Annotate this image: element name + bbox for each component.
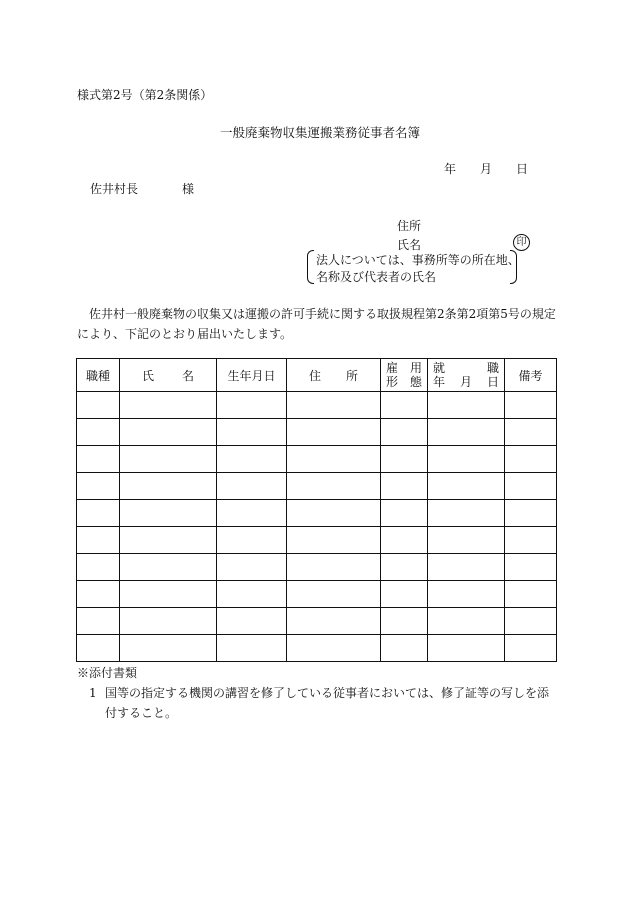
addressee-name: 佐井村長 (90, 182, 139, 196)
table-cell (381, 608, 428, 635)
table-cell (428, 635, 505, 662)
table-cell (381, 554, 428, 581)
header-hire-a2: 職 (486, 361, 499, 375)
table-cell (428, 500, 505, 527)
table-cell (120, 392, 217, 419)
table-cell (287, 635, 381, 662)
header-employment-a1: 雇 (386, 361, 399, 375)
table-cell (77, 446, 120, 473)
header-name-b: 名 (181, 368, 194, 383)
table-cell (428, 392, 505, 419)
table-cell (505, 554, 557, 581)
staff-table (76, 358, 557, 662)
table-cell (77, 554, 120, 581)
attachment-item (89, 683, 554, 723)
table-cell (428, 473, 505, 500)
table-cell (120, 527, 217, 554)
table-cell (120, 500, 217, 527)
table-cell (120, 446, 217, 473)
corporate-note (307, 250, 520, 284)
table-cell (77, 419, 120, 446)
header-address-b: 所 (345, 368, 358, 383)
table-cell (287, 392, 381, 419)
table-row (77, 392, 557, 419)
table-cell (381, 500, 428, 527)
table-cell (217, 581, 287, 608)
header-employment-b2: 態 (409, 375, 422, 389)
addressee-suffix: 様 (182, 182, 195, 196)
table-body (77, 392, 557, 662)
table-row (77, 581, 557, 608)
table-cell (217, 527, 287, 554)
date-year: 年 (444, 162, 457, 176)
table-cell (217, 473, 287, 500)
table-cell (77, 500, 120, 527)
table-cell (428, 554, 505, 581)
header-address-a: 住 (309, 368, 322, 383)
table-cell (505, 419, 557, 446)
table-cell (505, 392, 557, 419)
table-cell (77, 608, 120, 635)
applicant-address-label: 住所 (397, 219, 422, 233)
seal-icon: 印 (513, 234, 530, 251)
table-cell (287, 446, 381, 473)
table-header-row (77, 359, 557, 392)
table-cell (287, 527, 381, 554)
table-row (77, 527, 557, 554)
form-number: 様式第2号（第2条関係） (77, 88, 213, 102)
table-cell (120, 635, 217, 662)
left-bracket (307, 250, 314, 284)
table-cell (381, 419, 428, 446)
table-cell (428, 419, 505, 446)
table-cell (217, 608, 287, 635)
table-cell (505, 608, 557, 635)
corporate-note-line2: 名称及び代表者の氏名 (316, 270, 437, 284)
table-cell (287, 581, 381, 608)
date-day: 日 (516, 162, 529, 176)
table-cell (381, 446, 428, 473)
table-cell (77, 392, 120, 419)
table-cell (505, 635, 557, 662)
header-hire-b1: 年 (433, 375, 446, 389)
table-cell (77, 635, 120, 662)
table-cell (505, 446, 557, 473)
date-month: 月 (480, 162, 493, 176)
table-row (77, 473, 557, 500)
header-name-a: 氏 (142, 368, 155, 383)
attachment-number: 1 (89, 686, 97, 700)
table-row (77, 446, 557, 473)
body-text: 佐井村一般廃棄物の収集又は運搬の許可手続に関する取扱規程第2条第2項第5号の規定により、下記のとおり届出いたします。 (77, 307, 556, 341)
corporate-note-line1: 法人については、事務所等の所在地、 (316, 253, 520, 267)
table-cell (381, 635, 428, 662)
header-employment-type (381, 359, 428, 392)
table-cell (217, 554, 287, 581)
table-cell (120, 581, 217, 608)
header-employment-a2: 用 (409, 361, 422, 375)
table-cell (120, 419, 217, 446)
table-cell (120, 473, 217, 500)
header-employment-b1: 形 (386, 375, 399, 389)
table-cell (77, 527, 120, 554)
header-address (287, 359, 381, 392)
table-cell (287, 608, 381, 635)
table-cell (77, 473, 120, 500)
header-hire-b2: 月 (459, 375, 472, 389)
header-hire-date (428, 359, 505, 392)
table-cell (428, 446, 505, 473)
attachments-title: ※添付書類 (77, 666, 138, 680)
table-cell (287, 473, 381, 500)
document-title: 一般廃棄物収集運搬業務従事者名簿 (220, 125, 421, 140)
table-cell (217, 500, 287, 527)
attachment-text: 国等の指定する機関の講習を修了している従事者においては、修了証等の写しを添付すること。 (105, 686, 550, 720)
table-row (77, 419, 557, 446)
table-cell (428, 527, 505, 554)
table-cell (287, 554, 381, 581)
table-cell (217, 419, 287, 446)
table-cell (287, 419, 381, 446)
table-row (77, 500, 557, 527)
applicant-name-label: 氏名 (397, 238, 422, 252)
header-position: 職種 (77, 359, 120, 392)
table-cell (428, 608, 505, 635)
table-cell (505, 473, 557, 500)
right-bracket (510, 250, 517, 284)
header-hire-b3: 日 (486, 375, 499, 389)
header-dob: 生年月日 (217, 359, 287, 392)
table-cell (381, 581, 428, 608)
table-cell (505, 581, 557, 608)
table-row (77, 608, 557, 635)
table-cell (120, 608, 217, 635)
table-cell (428, 581, 505, 608)
header-hire-a1: 就 (433, 361, 446, 375)
table-cell (217, 392, 287, 419)
table-cell (381, 473, 428, 500)
header-name (120, 359, 217, 392)
table-cell (505, 500, 557, 527)
table-cell (287, 500, 381, 527)
table-cell (120, 554, 217, 581)
table-cell (77, 581, 120, 608)
table-cell (381, 392, 428, 419)
header-remarks: 備考 (505, 359, 557, 392)
table-row (77, 554, 557, 581)
table-cell (217, 635, 287, 662)
table-cell (381, 527, 428, 554)
table-row (77, 635, 557, 662)
table-cell (505, 527, 557, 554)
table-cell (217, 446, 287, 473)
